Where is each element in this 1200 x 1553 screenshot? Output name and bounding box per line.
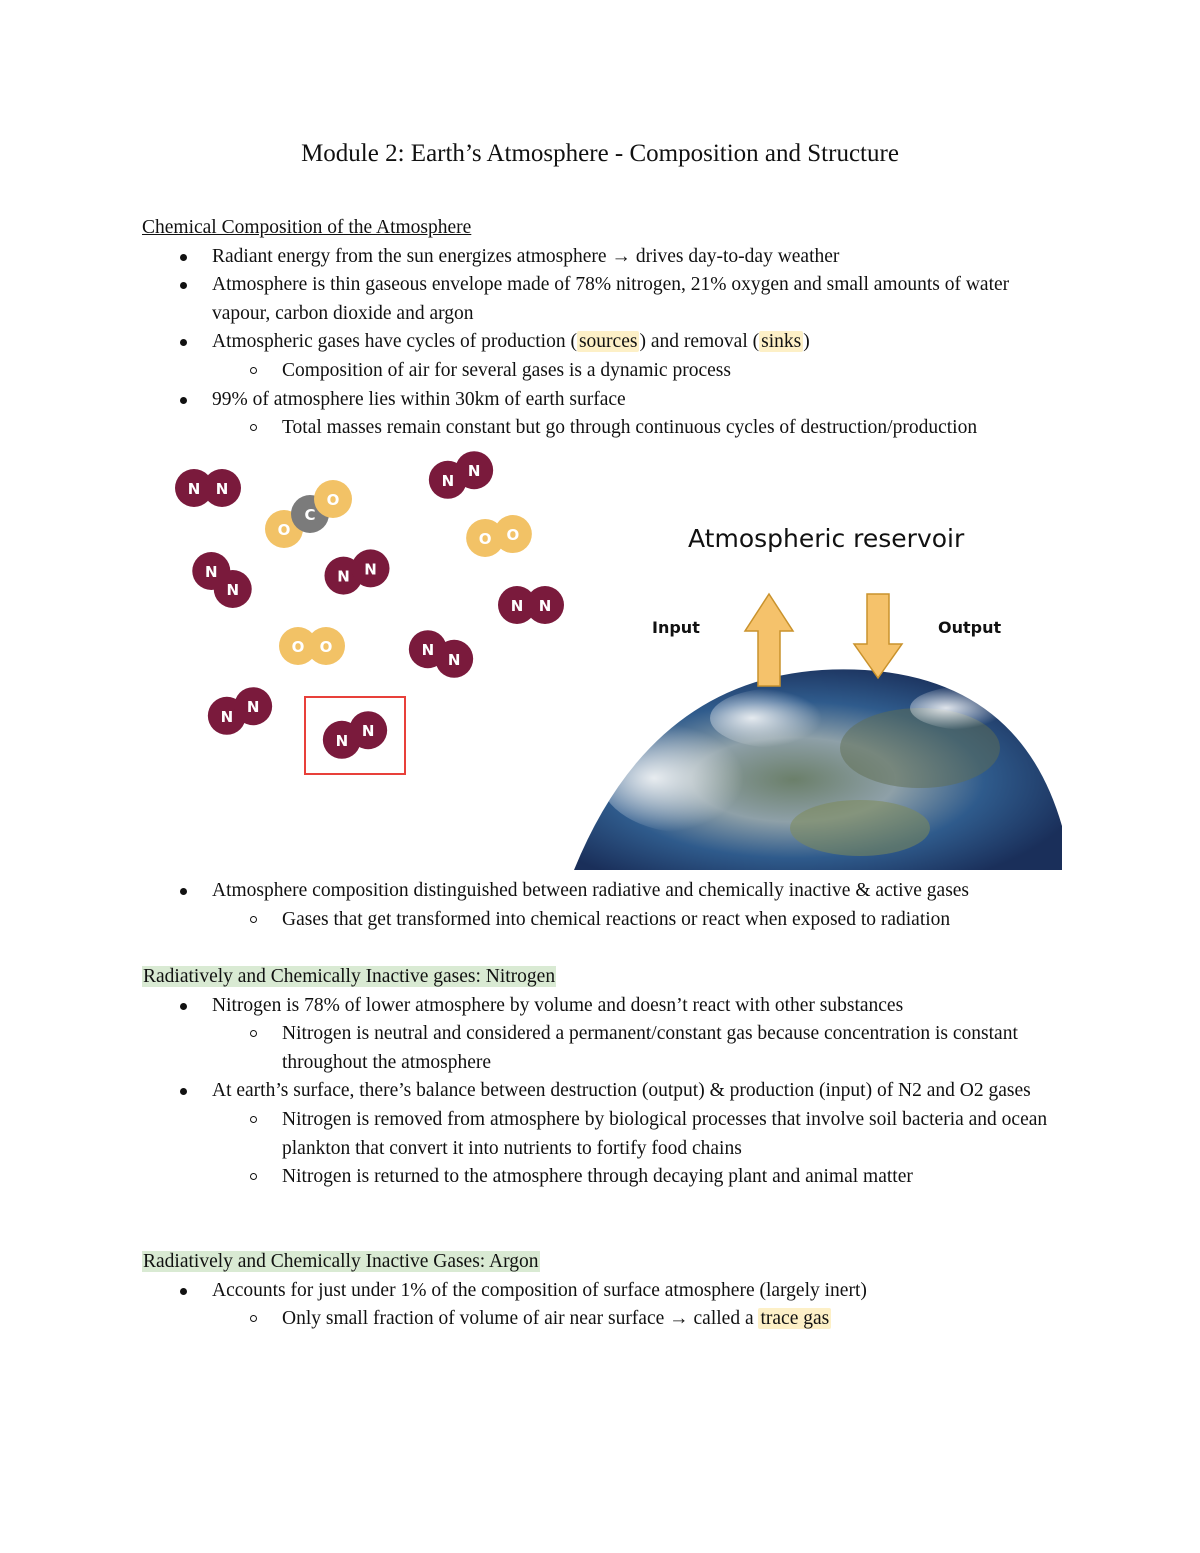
list-item: Radiant energy from the sun energizes atmosphere → drives day-to-day weather: [142, 243, 1072, 272]
nitrogen-atom-label: N: [510, 597, 524, 615]
nitrogen-atom-label: N: [246, 698, 260, 717]
section-nitrogen: [142, 963, 1072, 1192]
oxygen-atom-label: O: [277, 521, 291, 539]
section-heading: Radiatively and Chemically Inactive gases: Nitrogen: [143, 966, 556, 987]
oxygen-atom-label: O: [291, 638, 305, 656]
list-subitem: Gases that get transformed into chemical reactions or react when exposed to radiation: [142, 906, 1072, 935]
list-item: Nitrogen is 78% of lower atmosphere by volume and doesn’t react with other substances: [142, 992, 1072, 1021]
nitrogen-atom-label: N: [538, 597, 552, 615]
oxygen-atom-label: O: [326, 491, 340, 509]
nitrogen-atom-label: N: [204, 563, 218, 582]
text-run: ) and removal (: [639, 331, 760, 353]
list-subitem: Nitrogen is returned to the atmosphere through decaying plant and animal matter: [142, 1163, 1072, 1192]
nitrogen-atom-label: N: [447, 650, 461, 669]
input-label: Input: [652, 618, 700, 637]
nitrogen-atom-label: N: [335, 731, 349, 750]
list-item: [142, 328, 1072, 357]
list-item: 99% of atmosphere lies within 30km of earth surface: [142, 386, 1072, 415]
list-item: Atmosphere is thin gaseous envelope made of 78% nitrogen, 21% oxygen and small amounts of water vapour, carbon dioxide and argon: [142, 271, 1072, 328]
input-arrow: [745, 594, 793, 686]
nitrogen-atom-label: N: [215, 480, 229, 498]
section-heading: Chemical Composition of the Atmosphere: [142, 217, 472, 238]
bullet-list: [142, 243, 1072, 443]
text-run: Only small fraction of volume of air near surface → called a: [282, 1308, 759, 1330]
section-chemical-composition: [142, 214, 1072, 443]
bullet-list: [142, 877, 1072, 934]
output-label: Output: [938, 618, 1002, 637]
highlight-trace-gas: trace gas: [760, 1308, 830, 1330]
highlight-sinks: sinks: [761, 331, 802, 353]
section-argon: [142, 1248, 1072, 1334]
nitrogen-atom-label: N: [220, 707, 234, 726]
bullet-list: [142, 1277, 1072, 1334]
list-subitem: Nitrogen is neutral and considered a permanent/constant gas because concentration is constant throughout the atmosphere: [142, 1020, 1072, 1077]
text-run: Atmospheric gases have cycles of production (: [212, 331, 577, 353]
figure-svg: [160, 448, 1065, 870]
oxygen-atom-label: O: [319, 638, 333, 656]
oxygen-atom-label: O: [506, 526, 520, 545]
nitrogen-atom-label: N: [187, 480, 201, 498]
list-subitem: [142, 1305, 1072, 1334]
carbon-atom-label: C: [304, 506, 316, 524]
nitrogen-atom-label: N: [226, 580, 240, 599]
molecules-group: [175, 451, 564, 759]
list-item: At earth’s surface, there’s balance between destruction (output) & production (input) of N2 and O2 gases: [142, 1077, 1072, 1106]
oxygen-atom-label: O: [478, 529, 492, 548]
list-subitem: Composition of air for several gases is a dynamic process: [142, 357, 1072, 386]
reservoir-title: Atmospheric reservoir: [688, 524, 965, 553]
list-item: Atmosphere composition distinguished between radiative and chemically inactive & active gases: [142, 877, 1072, 906]
highlight-sources: sources: [578, 331, 638, 353]
nitrogen-atom-label: N: [421, 641, 435, 660]
nitrogen-atom-label: N: [441, 471, 455, 490]
nitrogen-atom-label: N: [467, 462, 481, 481]
output-arrow: [854, 594, 902, 678]
list-subitem: Nitrogen is removed from atmosphere by biological processes that involve soil bacteria and ocean plankton that convert it into nutrients to fortify food chains: [142, 1106, 1072, 1163]
atmosphere-figure: [160, 448, 1065, 870]
nitrogen-atom-label: N: [337, 567, 350, 586]
text-run: ): [803, 331, 810, 353]
list-subitem: Total masses remain constant but go through continuous cycles of destruction/production: [142, 414, 1072, 443]
nitrogen-atom-label: N: [361, 722, 375, 741]
nitrogen-atom-label: N: [364, 560, 377, 579]
page-title: Module 2: Earth’s Atmosphere - Composition and Structure: [301, 140, 899, 167]
earth-image: [574, 669, 1062, 870]
section-composition-continued: [142, 877, 1072, 934]
list-item: Accounts for just under 1% of the composition of surface atmosphere (largely inert): [142, 1277, 1072, 1306]
section-heading: Radiatively and Chemically Inactive Gases: Argon: [143, 1251, 539, 1272]
bullet-list: [142, 992, 1072, 1192]
